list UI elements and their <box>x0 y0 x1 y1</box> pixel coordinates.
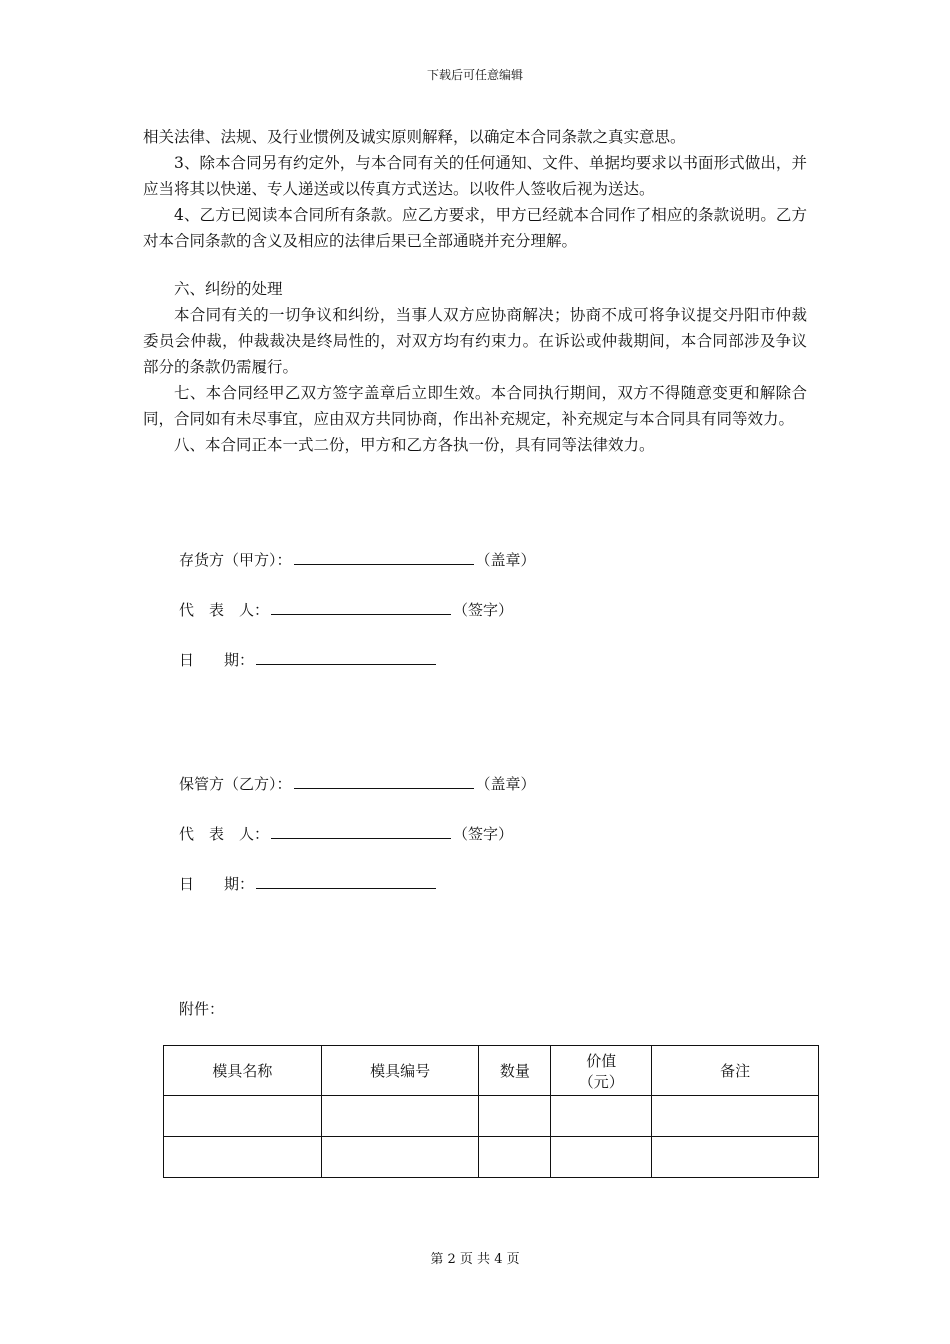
section-heading-disputes: 六、纠纷的处理 <box>174 280 283 298</box>
paragraph-copies: 八、本合同正本一式二份，甲方和乙方各执一份，具有同等法律效力。 <box>174 436 655 454</box>
party-b-label: 保管方（乙方）： <box>179 775 292 793</box>
party-a-label: 存货方（甲方）： <box>179 551 292 569</box>
party-b-date-label: 日 期： <box>179 875 255 893</box>
column-header-mold-number: 模具编号 <box>321 1046 479 1096</box>
party-b-seal-line <box>179 774 536 794</box>
table-cell[interactable] <box>551 1096 652 1137</box>
party-b-representative-line <box>179 824 513 844</box>
column-header-remarks: 备注 <box>652 1046 819 1096</box>
table-row <box>164 1096 819 1137</box>
table-cell[interactable] <box>164 1096 322 1137</box>
table-cell[interactable] <box>164 1137 322 1178</box>
column-header-value-unit: （元） <box>578 1072 624 1091</box>
page-header: 下载后可任意编辑 <box>426 68 523 82</box>
party-a-seal-line <box>179 550 536 570</box>
attachment-label: 附件： <box>179 1000 225 1018</box>
paragraph-disputes: 本合同有关的一切争议和纠纷，当事人双方应协商解决；协商不成可将争议提交丹阳市仲裁委员会仲裁，仲裁裁决是终局性的，对双方均有约束力。在诉讼或仲裁期间，本合同部涉及争议部分的条款仍需履行。 <box>143 306 807 376</box>
column-header-value-label: 价值 <box>586 1051 617 1070</box>
party-a-date-blank[interactable] <box>256 650 436 665</box>
party-b-signature-blank[interactable] <box>271 824 451 839</box>
contract-body-top <box>143 124 807 458</box>
party-a-signature-blank[interactable] <box>271 600 451 615</box>
paragraph-interpretation: 相关法律、法规、及行业惯例及诚实原则解释，以确定本合同条款之真实意思。 <box>143 128 686 146</box>
party-b-rep-suffix: （签字） <box>453 825 514 843</box>
party-b-rep-label: 代 表 人： <box>179 825 270 843</box>
table-cell[interactable] <box>321 1137 479 1178</box>
party-b-seal-blank[interactable] <box>294 774 474 789</box>
table-cell[interactable] <box>479 1096 551 1137</box>
party-a-date-label: 日 期： <box>179 651 255 669</box>
attachment-table <box>163 1045 819 1178</box>
table-cell[interactable] <box>652 1137 819 1178</box>
party-a-rep-suffix: （签字） <box>453 601 514 619</box>
paragraph-effectiveness: 七、本合同经甲乙双方签字盖章后立即生效。本合同执行期间，双方不得随意变更和解除合同，合同如有未尽事宜，应由双方共同协商，作出补充规定，补充规定与本合同具有同等效力。 <box>143 384 807 428</box>
page-footer: 第 2 页 共 4 页 <box>430 1252 520 1267</box>
party-a-seal-blank[interactable] <box>294 550 474 565</box>
party-a-seal-suffix: （盖章） <box>475 551 536 569</box>
paragraph-acknowledgement: 4、乙方已阅读本合同所有条款。应乙方要求，甲方已经就本合同作了相应的条款说明。乙方对本合同条款的含义及相应的法律后果已全部通晓并充分理解。 <box>143 206 807 250</box>
column-header-mold-name: 模具名称 <box>164 1046 322 1096</box>
party-b-seal-suffix: （盖章） <box>475 775 536 793</box>
table-header-row <box>164 1046 819 1096</box>
column-header-quantity: 数量 <box>479 1046 551 1096</box>
paragraph-notice: 3、除本合同另有约定外，与本合同有关的任何通知、文件、单据均要求以书面形式做出，并应当将其以快递、专人递送或以传真方式送达。以收件人签收后视为送达。 <box>143 154 807 198</box>
party-b-date-line <box>179 874 438 894</box>
table-cell[interactable] <box>479 1137 551 1178</box>
party-a-representative-line <box>179 600 513 620</box>
table-row <box>164 1137 819 1178</box>
table-cell[interactable] <box>652 1096 819 1137</box>
party-a-rep-label: 代 表 人： <box>179 601 270 619</box>
table-cell[interactable] <box>551 1137 652 1178</box>
party-a-date-line <box>179 650 438 670</box>
party-b-date-blank[interactable] <box>256 874 436 889</box>
column-header-value <box>551 1046 652 1096</box>
table-cell[interactable] <box>321 1096 479 1137</box>
